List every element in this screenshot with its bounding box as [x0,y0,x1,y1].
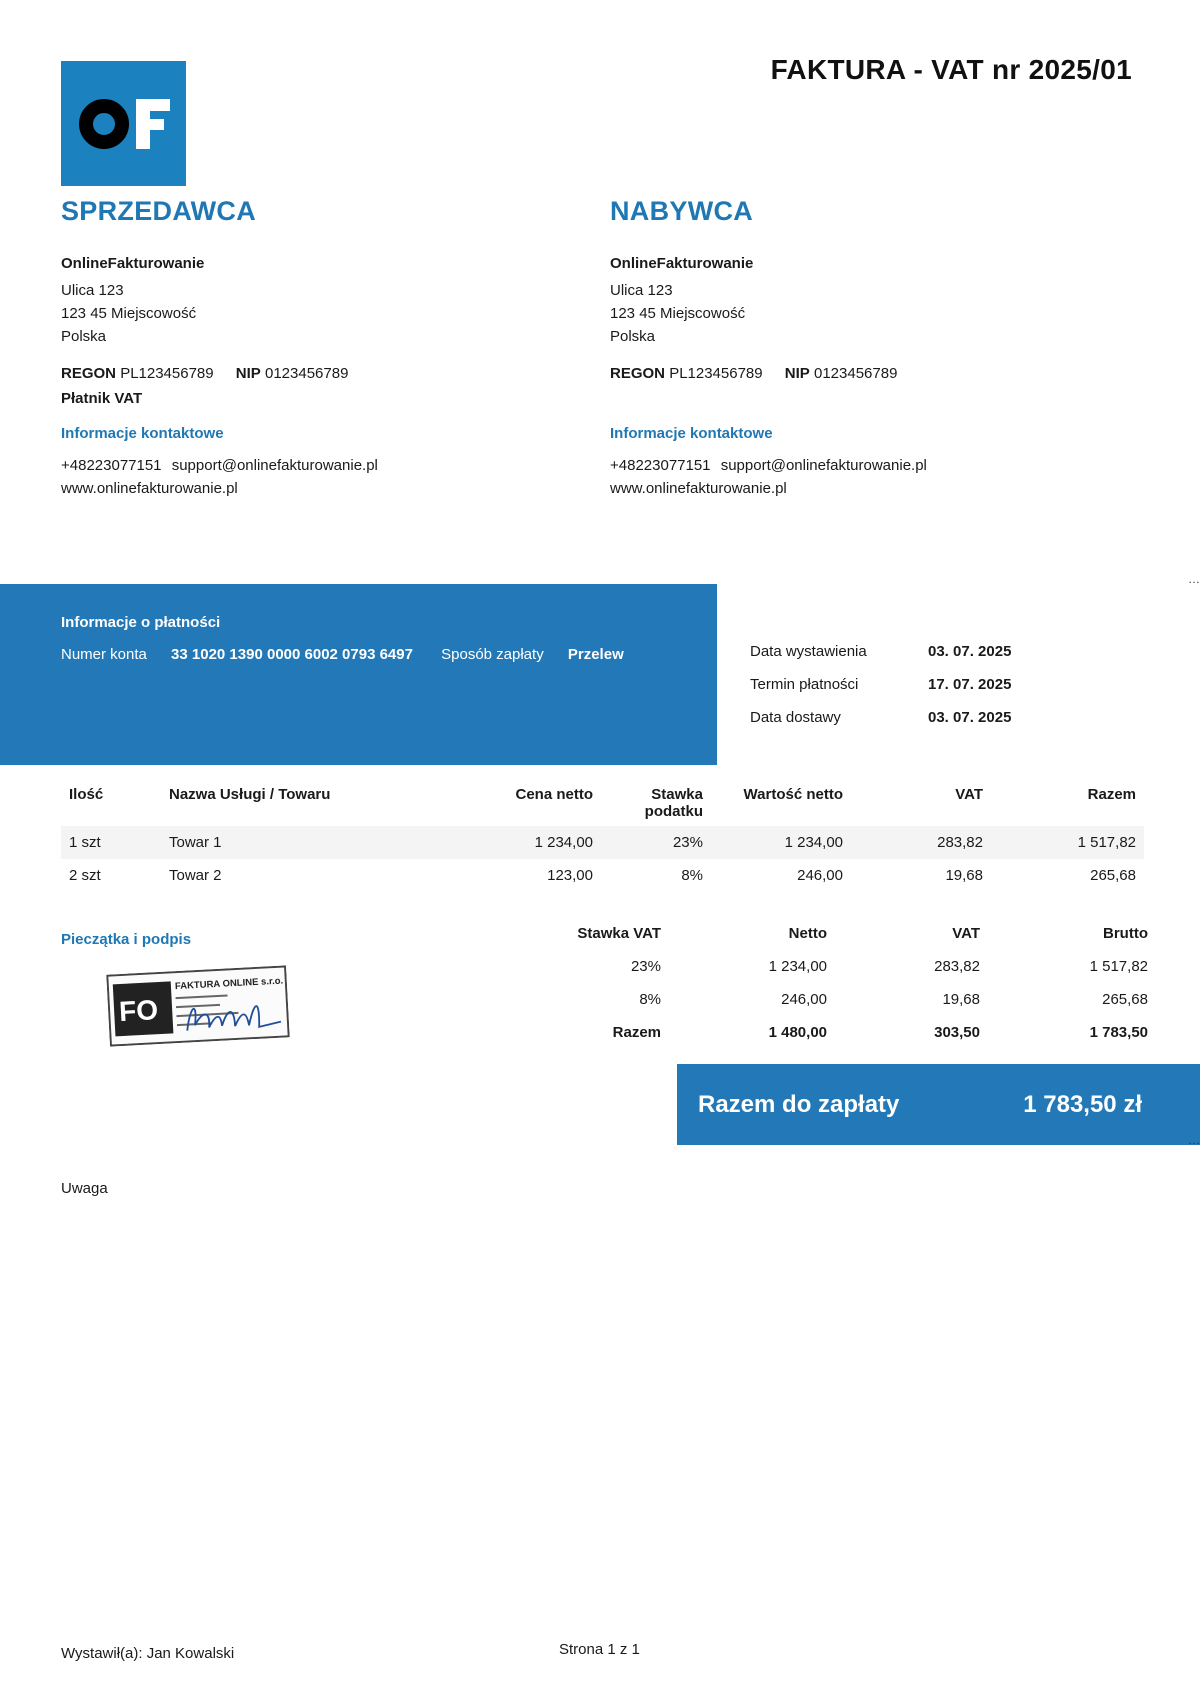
cell-net-value: 1 234,00 [711,826,851,859]
issued-by: Wystawił(a): Jan Kowalski [61,1645,235,1662]
amount-payable-value: 1 783,50 zł [1023,1091,1142,1118]
date-row [750,709,1011,742]
payment-method-label: Sposób zapłaty [441,646,544,663]
buyer-address [610,279,1090,348]
invoice-dates [750,643,1011,742]
ellipsis-marker: … [1188,572,1200,586]
summary-cell: 1 517,82 [1089,958,1148,975]
summary-header-row [556,917,1148,950]
buyer-contact-heading: Informacje kontaktowe [610,425,773,442]
cell-vat: 19,68 [945,867,983,884]
summary-total-cell: 1 480,00 [768,1024,827,1041]
buyer-city: 123 45 Miejscowość [610,305,746,322]
column-header: VAT [955,786,983,803]
cell-unit-net: 1 234,00 [461,826,601,859]
cell-name: Towar 2 [169,867,222,884]
buyer-name: OnlineFakturowanie [610,255,754,272]
summary-total-row [556,1016,1148,1049]
column-header: Razem [1087,786,1136,803]
company-logo [61,61,186,186]
column-header: Cena netto [515,786,593,803]
buyer-street: Ulica 123 [610,282,673,299]
invoice-title: FAKTURA - VAT nr 2025/01 [770,54,1132,85]
summary-header: Brutto [1103,925,1148,942]
summary-header: Stawka VAT [577,925,661,942]
company-stamp [106,965,290,1046]
table-header-row [61,780,1144,826]
summary-cell: 23% [630,958,661,975]
date-label: Data wystawienia [750,643,867,660]
date-value: 17. 07. 2025 [928,676,1012,693]
note-label: Uwaga [61,1180,108,1197]
payment-details [61,646,648,663]
amount-payable-box [677,1064,1200,1145]
cell-quantity: 1 szt [61,826,161,859]
vat-summary-table [556,917,1148,1049]
summary-cell: 246,00 [781,991,827,1008]
seller-contact [61,454,541,500]
summary-row [556,983,1148,1016]
table-row [61,826,1144,859]
buyer-section [610,196,1090,500]
date-value: 03. 07. 2025 [928,709,1012,726]
stamp-company-name: FAKTURA ONLINE s.r.o. [174,975,284,993]
summary-header: Netto [788,925,827,942]
account-number: 33 1020 1390 0000 6002 0793 6497 [171,646,413,663]
seller-heading: SPRZEDAWCA [61,196,257,226]
column-header: Wartość netto [743,786,843,803]
stamp-heading: Pieczątka i podpis [61,931,192,948]
buyer-contact [610,454,1090,500]
cell-unit-net: 123,00 [547,867,593,884]
cell-tax-rate: 8% [681,867,703,884]
table-row [61,859,1144,892]
summary-cell: 8% [639,991,661,1008]
ellipsis-marker: … [1188,1133,1200,1147]
seller-regon: PL123456789 [120,365,214,382]
seller-nip-label: NIP [235,365,261,382]
account-label: Numer konta [61,646,147,663]
seller-street: Ulica 123 [61,282,124,299]
summary-total-cell: 1 783,50 [1089,1024,1148,1041]
cell-net-value: 246,00 [797,867,843,884]
seller-regon-label: REGON [61,365,117,382]
summary-row [556,950,1148,983]
buyer-phone: +48223077151 [610,457,711,474]
logo-letter-o [79,99,129,149]
buyer-country: Polska [610,328,656,345]
seller-section [61,196,541,500]
date-label: Termin płatności [750,676,859,693]
column-header: Ilość [69,786,104,803]
date-label: Data dostawy [750,709,841,726]
logo-letter-f [136,99,170,149]
cell-total: 265,68 [1090,867,1136,884]
summary-total-cell: Razem [612,1024,661,1041]
summary-cell: 283,82 [934,958,980,975]
amount-payable-label: Razem do zapłaty [698,1091,900,1118]
cell-name: Towar 1 [161,826,461,859]
seller-name: OnlineFakturowanie [61,255,205,272]
seller-contact-heading: Informacje kontaktowe [61,425,224,442]
buyer-regon: PL123456789 [669,365,763,382]
date-value: 03. 07. 2025 [928,643,1012,660]
buyer-nip: 0123456789 [813,365,898,382]
items-table [61,780,1144,892]
seller-address [61,279,541,348]
buyer-website: www.onlinefakturowanie.pl [610,480,787,497]
buyer-nip-label: NIP [784,365,810,382]
seller-email: support@onlinefakturowanie.pl [171,457,378,474]
summary-cell: 19,68 [942,991,980,1008]
stamp-logo-text: FO [118,994,159,1028]
column-header: Nazwa Usługi / Towaru [169,786,331,803]
buyer-email: support@onlinefakturowanie.pl [720,457,927,474]
column-header: Stawka podatku [644,786,703,820]
seller-phone: +48223077151 [61,457,162,474]
summary-cell: 1 234,00 [768,958,827,975]
payment-info-box [0,584,717,765]
seller-website: www.onlinefakturowanie.pl [61,480,238,497]
page-number: Strona 1 z 1 [559,1641,640,1658]
seller-city: 123 45 Miejscowość [61,305,197,322]
cell-quantity: 2 szt [69,867,101,884]
seller-country: Polska [61,328,107,345]
seller-ids [61,365,541,383]
seller-vat-status: Płatnik VAT [61,390,143,407]
summary-cell: 265,68 [1102,991,1148,1008]
cell-total: 1 517,82 [991,826,1144,859]
payment-method: Przelew [567,646,624,663]
payment-heading: Informacje o płatności [61,614,221,631]
cell-tax-rate: 23% [601,826,711,859]
cell-vat: 283,82 [851,826,991,859]
date-row [750,676,1011,709]
buyer-ids [610,365,1090,383]
summary-total-cell: 303,50 [934,1024,980,1041]
summary-header: VAT [952,925,980,942]
buyer-regon-label: REGON [610,365,666,382]
date-row [750,643,1011,676]
seller-nip: 0123456789 [264,365,349,382]
buyer-heading: NABYWCA [610,196,754,226]
